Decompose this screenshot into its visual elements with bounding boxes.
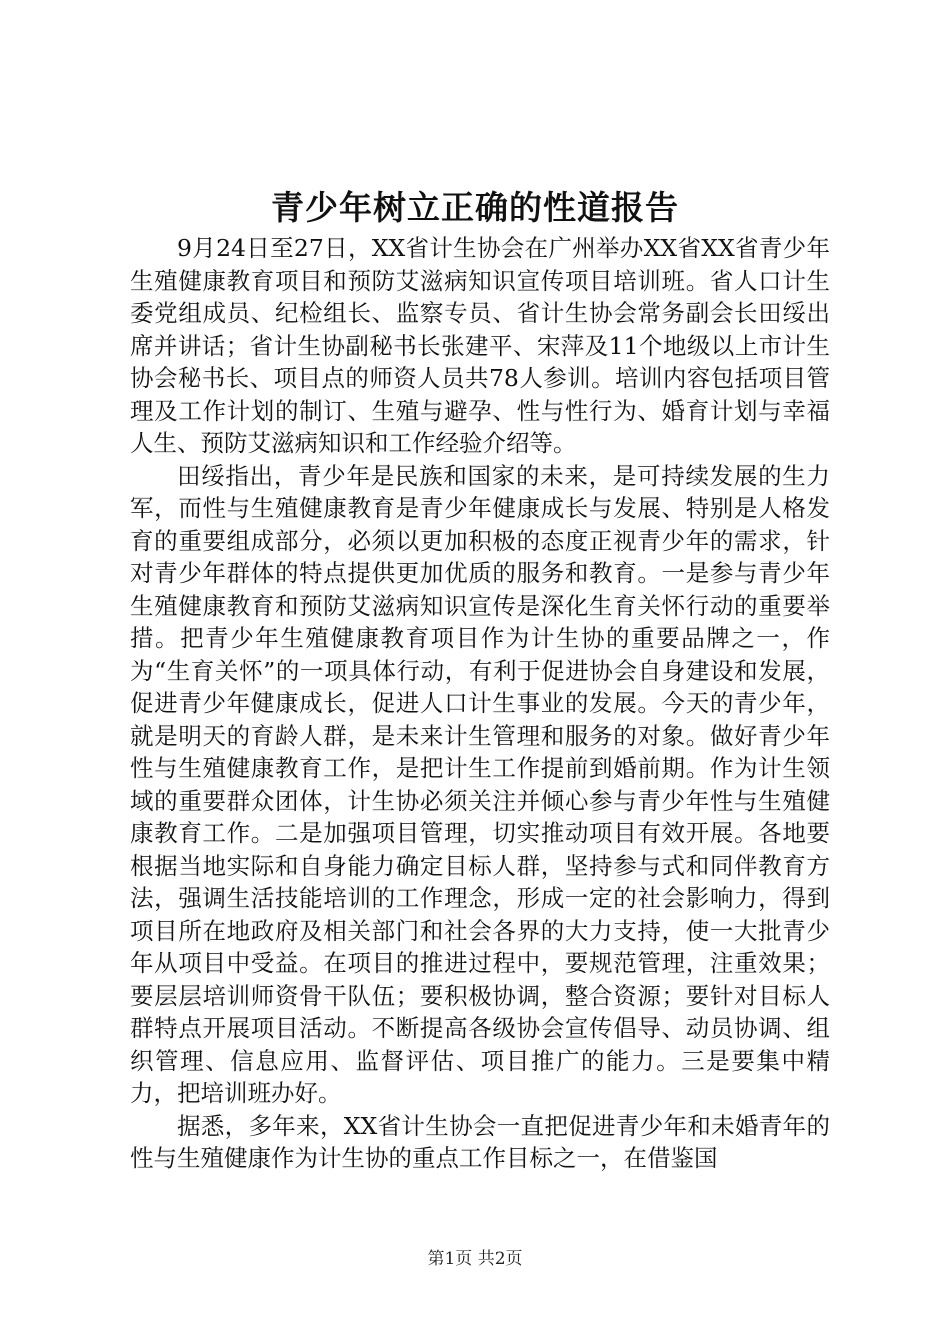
- paragraph-3: 据悉，多年来，XX省计生协会一直把促进青少年和未婚青年的性与生殖健康作为计生协的重点工作目标之一，在借鉴国: [130, 1111, 830, 1172]
- document-title: 青少年树立正确的性道报告: [271, 188, 679, 227]
- paragraph-1: 9月24日至27日，XX省计生协会在广州举办XX省XX省青少年生殖健康教育项目和预防艾滋病知识宣传项目培训班。省人口计生委党组成员、纪检组长、监察专员、省计生协会常务副会长田绥出席并讲话；省计生协副秘书长张建平、宋萍及11个地级以上市计生协会秘书长、项目点的师资人员共78人参训。培训内容包括项目管理及工作计划的制订、生殖与避孕、性与性行为、婚育计划与幸福人生、预防艾滋病知识和工作经验介绍等。: [130, 234, 830, 457]
- page-number-footer: 第1页 共2页: [427, 1249, 523, 1269]
- document-body: [130, 232, 830, 1175]
- paragraph-2: 田绥指出，青少年是民族和国家的未来，是可持续发展的生力军，而性与生殖健康教育是青少年健康成长与发展、特别是人格发育的重要组成部分，必须以更加积极的态度正视青少年的需求，针对青少年群体的特点提供更加优质的服务和教育。一是参与青少年生殖健康教育和预防艾滋病知识宣传是深化生育关怀行动的重要举措。把青少年生殖健康教育项目作为计生协的重要品牌之一，作为“生育关怀”的一项具体行动，有利于促进协会自身建设和发展，促进青少年健康成长，促进人口计生事业的发展。今天的青少年，就是明天的育龄人群，是未来计生管理和服务的对象。做好青少年性与生殖健康教育工作，是把计生工作提前到婚前期。作为计生领域的重要群众团体，计生协必须关注并倾心参与青少年性与生殖健康教育工作。二是加强项目管理，切实推动项目有效开展。各地要根据当地实际和自身能力确定目标人群，坚持参与式和同伴教育方法，强调生活技能培训的工作理念，形成一定的社会影响力，得到项目所在地政府及相关部门和社会各界的大力支持，使一大批青少年从项目中受益。在项目的推进过程中，要规范管理，注重效果；要层层培训师资骨干队伍；要积极协调，整合资源；要针对目标人群特点开展项目活动。不断提高各级协会宣传倡导、动员协调、组织管理、信息应用、监督评估、项目推广的能力。三是要集中精力，把培训班办好。: [130, 461, 830, 1107]
